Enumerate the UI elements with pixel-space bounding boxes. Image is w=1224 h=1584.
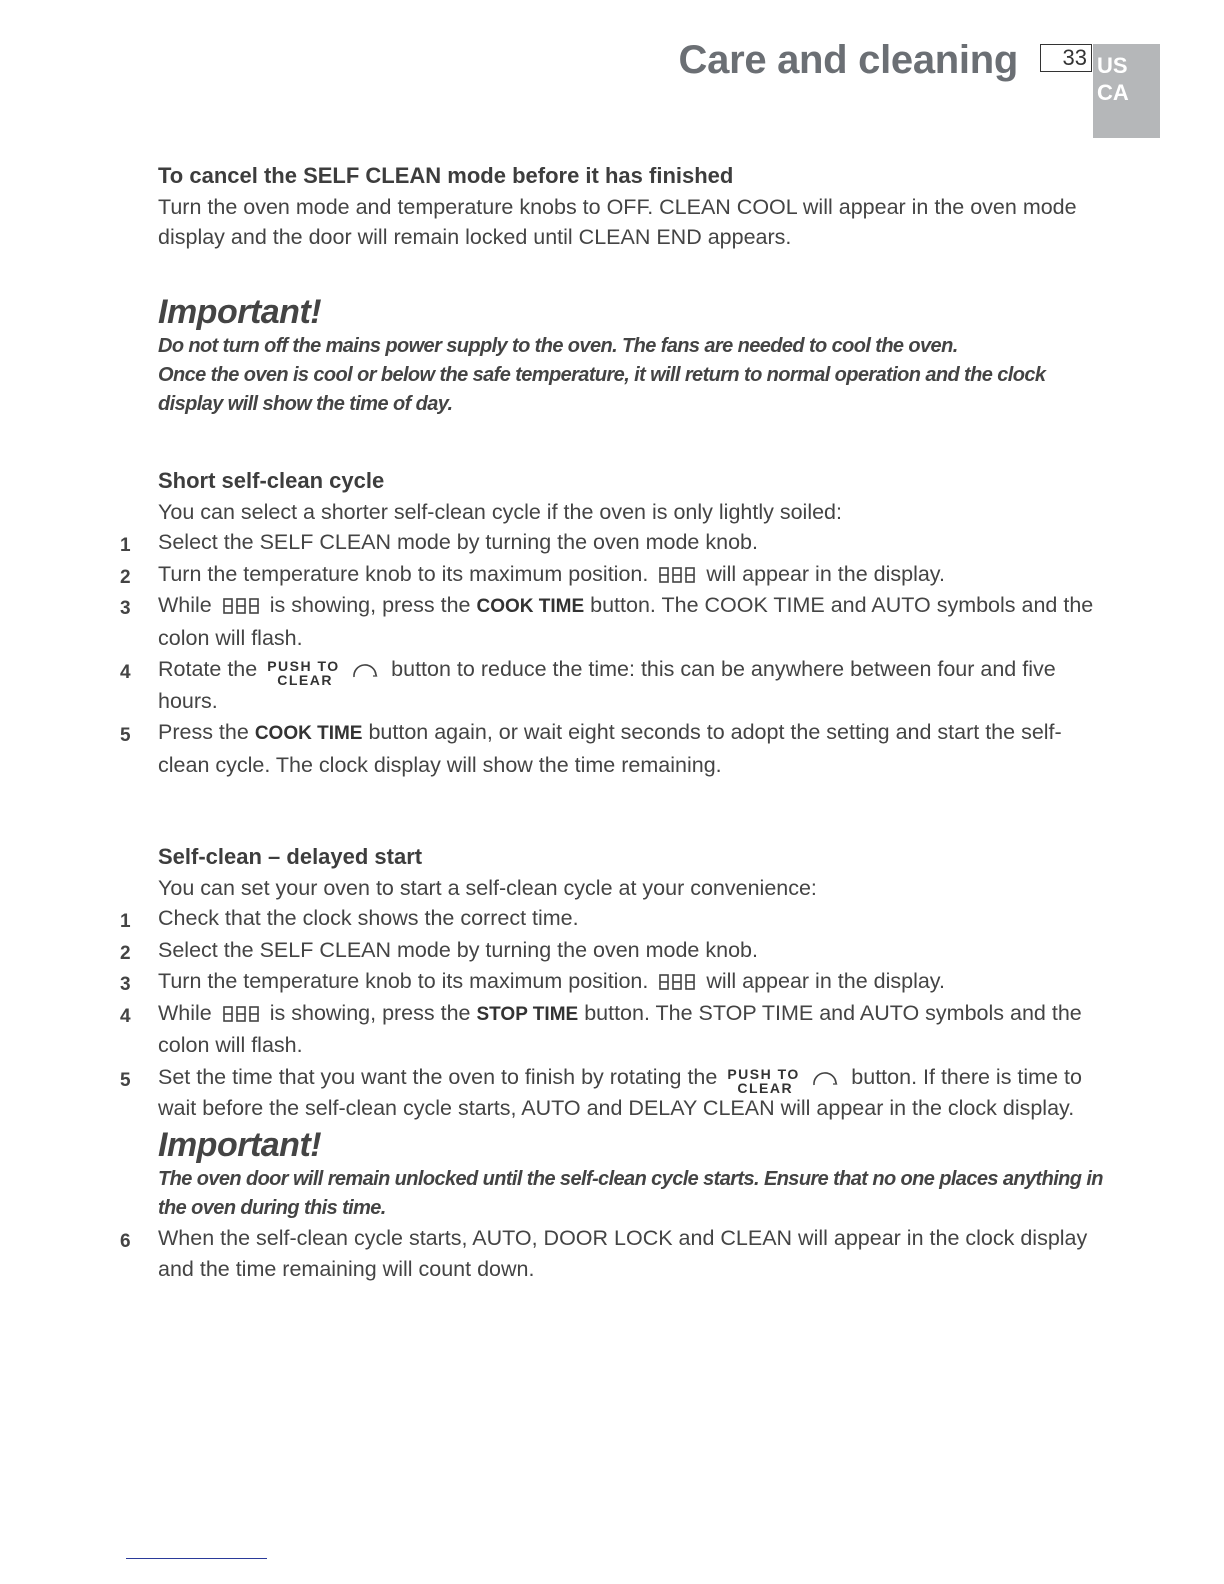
cancel-heading: To cancel the SELF CLEAN mode before it has finished [158, 163, 734, 188]
list-item [120, 935, 1108, 967]
step-text: Turn the temperature knob to its maximum position. [158, 561, 649, 586]
segment-display-icon [222, 1005, 260, 1023]
stop-time-label: STOP TIME [476, 1003, 579, 1025]
list-item [120, 1223, 1108, 1286]
list-item [120, 559, 1108, 591]
footer-rule [126, 1558, 267, 1559]
delayed-steps-final [120, 1223, 1108, 1286]
segment-display-icon [658, 566, 696, 584]
step-text: is showing, press the [269, 593, 471, 617]
important-line-1: Do not turn off the mains power supply to the oven. The fans are needed to cool the oven. [158, 335, 958, 357]
rotate-arc-icon [351, 660, 379, 680]
step-text: button. If there is time to wait before the self-clean cycle starts, AUTO and DELAY CLEAN will appear in the clock display. [158, 1064, 1082, 1120]
list-item [120, 590, 1108, 654]
step-text: Rotate the [158, 657, 258, 681]
list-item [120, 998, 1108, 1062]
page-title: Care and cleaning [678, 38, 1018, 82]
step-number: 6 [120, 1230, 131, 1252]
step-number: 5 [120, 1069, 131, 1091]
delayed-heading: Self-clean – delayed start [158, 844, 423, 869]
page-content [120, 160, 1108, 1286]
segment-display-icon [658, 973, 696, 991]
segment-display-icon [222, 597, 260, 615]
region-tab [1093, 44, 1160, 138]
rotate-arc-icon [811, 1068, 839, 1088]
short-cycle-steps [120, 527, 1108, 781]
step-number: 2 [120, 566, 131, 588]
push-to-text: PUSH TO [727, 1065, 800, 1082]
important-title-1: Important! [158, 293, 322, 331]
step-number: 4 [120, 1005, 131, 1027]
important-line-2: Once the oven is cool or below the safe temperature, it will return to normal operation and the clock display will show the time of day. [158, 364, 1046, 415]
cook-time-label: COOK TIME [476, 596, 585, 617]
clear-text: CLEAR [277, 672, 333, 689]
step-text: Set the time that you want the oven to finish by rotating the [158, 1064, 718, 1089]
push-to-text: PUSH TO [267, 658, 340, 675]
region-us: US [1097, 53, 1128, 78]
step-text: Select the SELF CLEAN mode by turning the oven mode knob. [158, 937, 758, 962]
step-number: 1 [120, 911, 131, 932]
step-text: When the self-clean cycle starts, AUTO, DOOR LOCK and CLEAN will appear in the clock display and the time remaining will count down. [158, 1225, 1088, 1281]
page-number: 33 [1040, 44, 1092, 72]
step-text: Select the SELF CLEAN mode by turning the oven mode knob. [158, 530, 758, 554]
step-text: While [158, 1000, 212, 1025]
list-item [120, 527, 1108, 559]
delayed-intro: You can set your oven to start a self-clean cycle at your convenience: [158, 876, 817, 900]
cook-time-label: COOK TIME [254, 723, 363, 744]
step-text: button. The COOK TIME and AUTO symbols and the colon will flash. [158, 593, 1094, 650]
push-to-clear-label [267, 655, 341, 689]
step-text: While [158, 593, 212, 617]
step-text: Turn the temperature knob to its maximum position. [158, 969, 649, 993]
step-text: Check that the clock shows the correct time. [158, 906, 579, 930]
step-text: will appear in the display. [706, 561, 945, 586]
list-item [120, 717, 1108, 781]
short-cycle-heading: Short self-clean cycle [158, 468, 385, 493]
step-number: 5 [120, 725, 131, 746]
short-cycle-intro: You can select a shorter self-clean cycle if the oven is only lightly soiled: [158, 500, 842, 524]
step-number: 2 [120, 942, 131, 964]
important-title-2: Important! [158, 1125, 322, 1164]
step-text: will appear in the display. [706, 969, 945, 993]
list-item [120, 1062, 1108, 1125]
step-text: is showing, press the [269, 1000, 471, 1025]
step-number: 1 [120, 535, 131, 556]
step-text: Press the [158, 720, 249, 744]
important-text-2: The oven door will remain unlocked until the self-clean cycle starts. Ensure that no one places anything in the oven during this time. [158, 1167, 1103, 1219]
delayed-steps [120, 903, 1108, 1125]
list-item [120, 966, 1108, 998]
list-item [120, 903, 1108, 935]
step-text: button to reduce the time: this can be anywhere between four and five hours. [158, 657, 1056, 713]
step-text: button again, or wait eight seconds to adopt the setting and start the self-clean cycle. The clock display will show the time remaining. [158, 720, 1062, 777]
list-item [120, 654, 1108, 717]
step-number: 3 [120, 598, 131, 619]
clear-text: CLEAR [737, 1079, 794, 1096]
cancel-text: Turn the oven mode and temperature knobs to OFF. CLEAN COOL will appear in the oven mode display and the door will remain locked until CLEAN END appears. [158, 195, 1077, 249]
step-text: button. The STOP TIME and AUTO symbols and the colon will flash. [158, 1000, 1082, 1057]
step-number: 4 [120, 662, 131, 683]
step-number: 3 [120, 974, 131, 995]
region-ca: CA [1097, 80, 1129, 105]
push-to-clear-label [727, 1063, 801, 1096]
